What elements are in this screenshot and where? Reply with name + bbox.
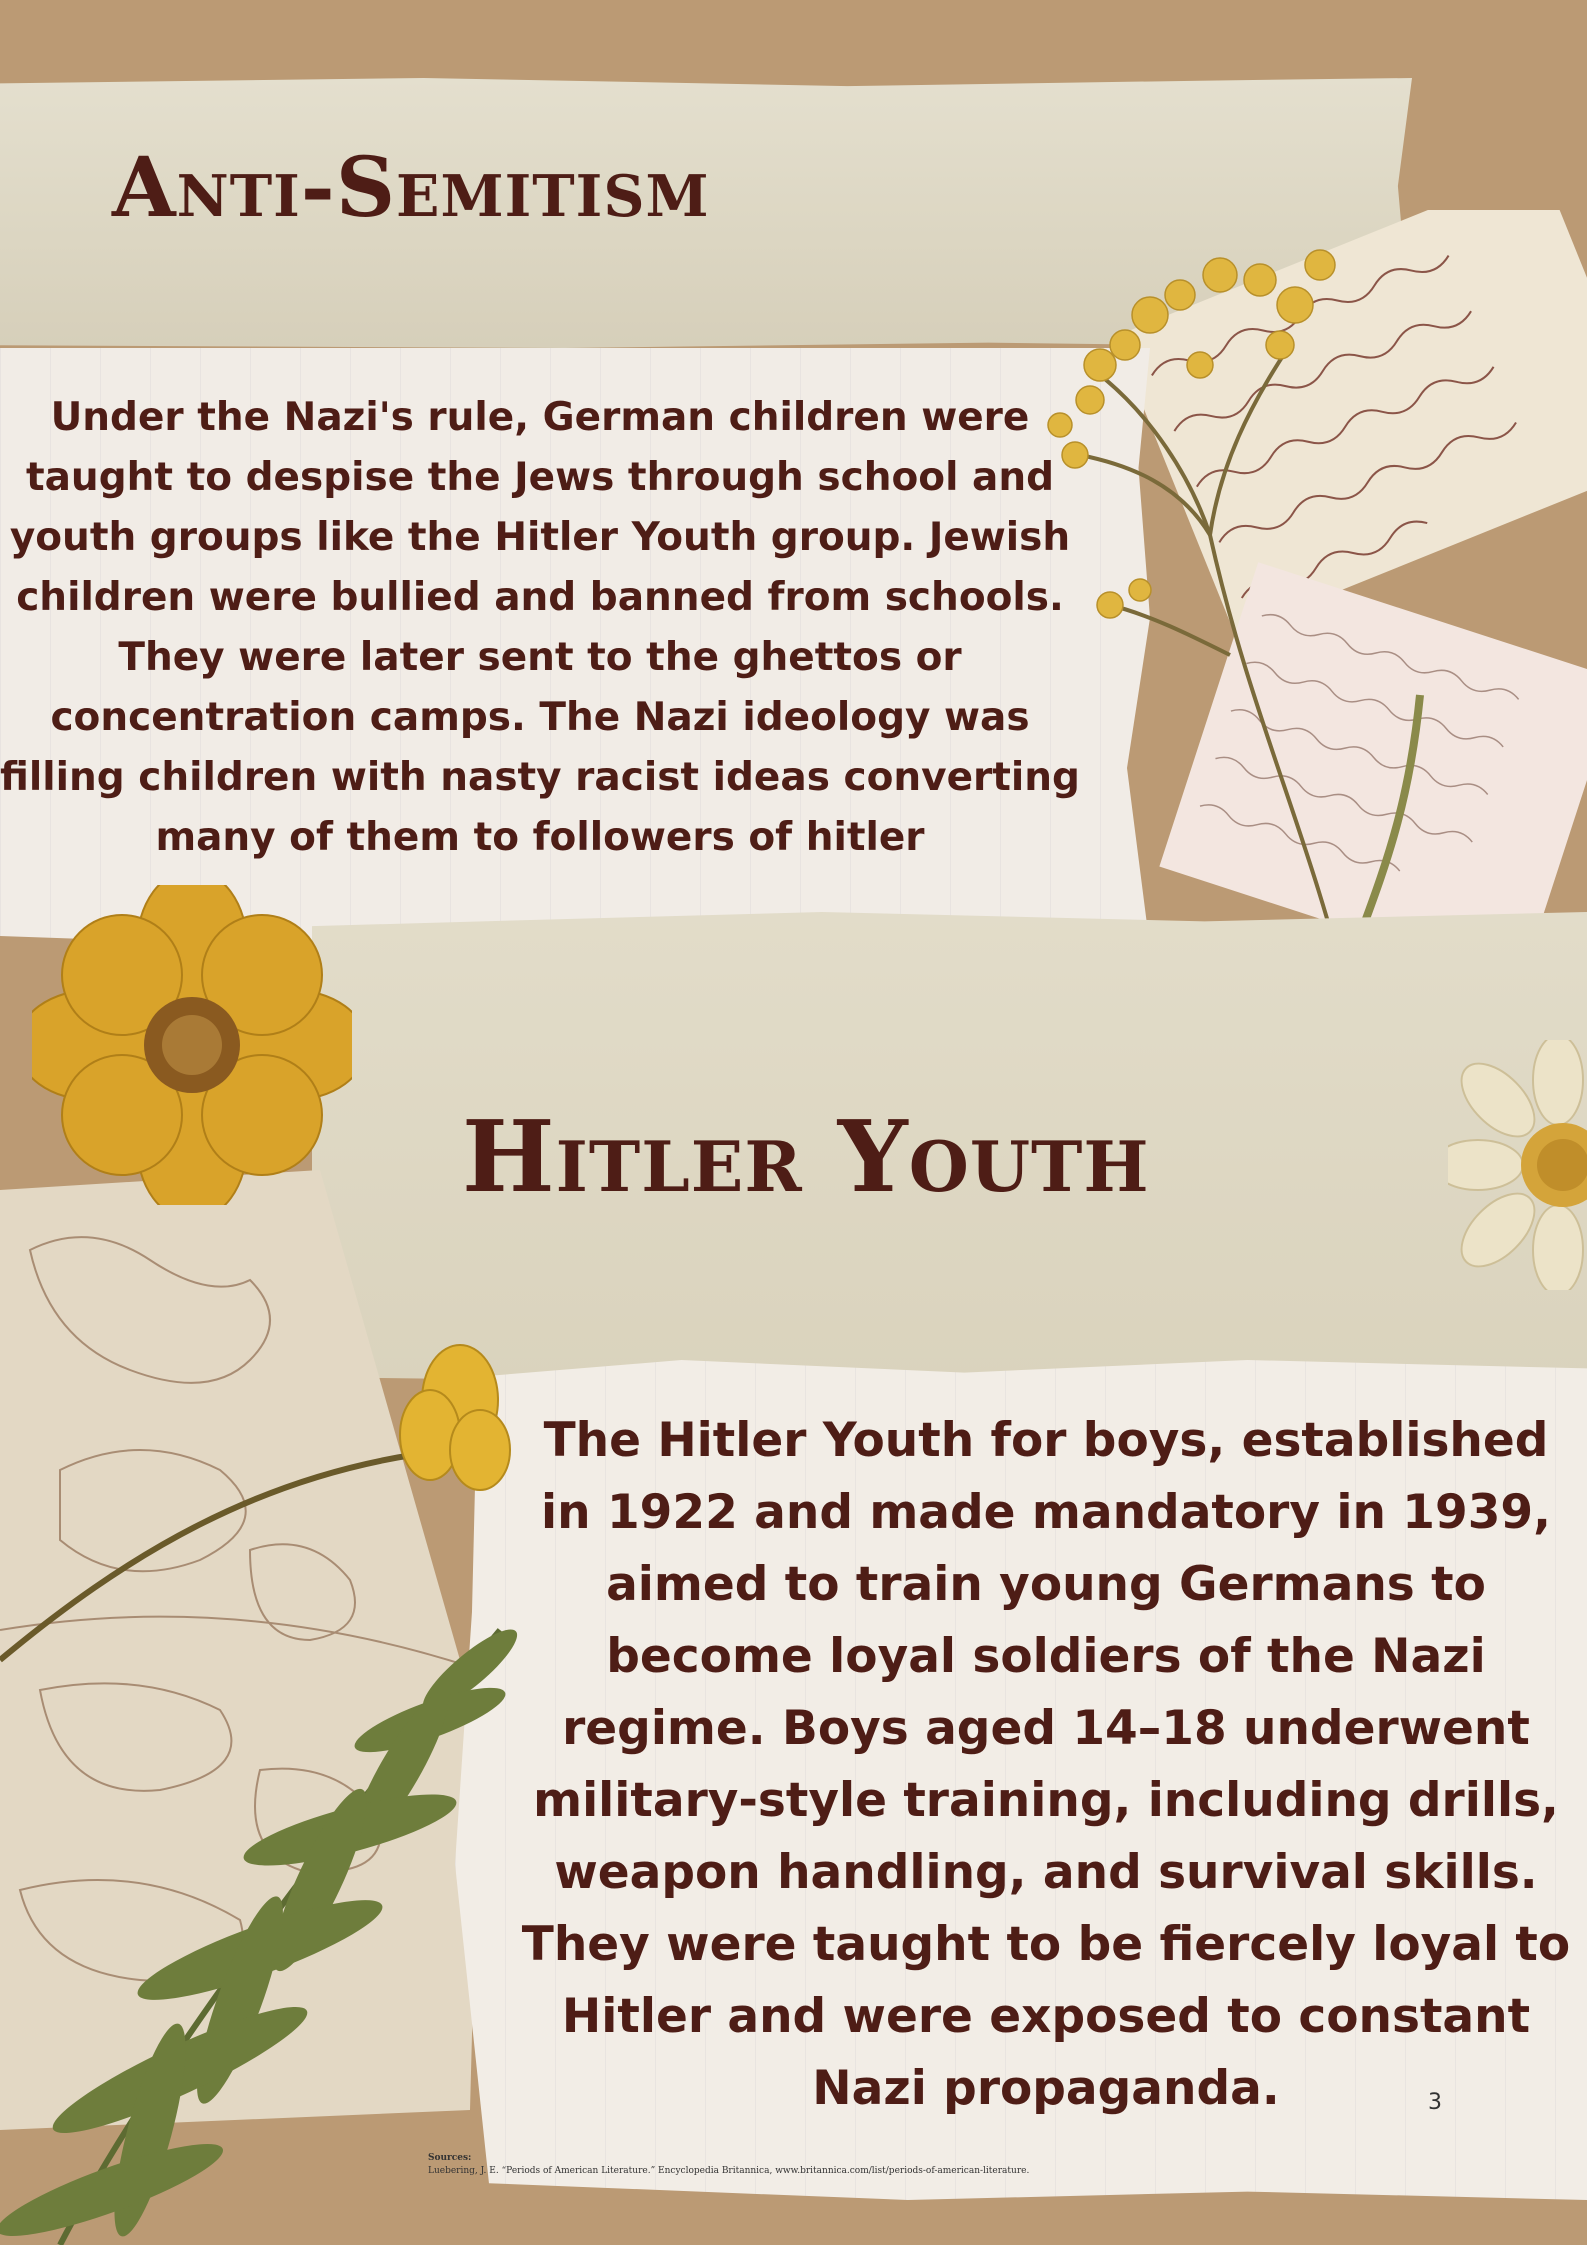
anti-semitism-text: Under the Nazi's rule, German children were taught to despise the Jews through school and youth groups like the Hitler Youth group. Jewish children were bullied and banned from schools. They were later sent to the ghettos or concentration camps. The Nazi ideology was filling children with nasty racist ideas converting many of them to followers of hitler	[0, 395, 1080, 860]
sources-citation: Luebering, J. E. “Periods of American Literature.” Encyclopedia Britannica, www.britannica.com/list/periods-of-american-literature.	[428, 2166, 1030, 2176]
sources-block	[428, 2152, 1228, 2178]
daisy-icon	[1448, 1040, 1587, 1290]
pressed-yellow-flower-icon	[1030, 235, 1430, 1015]
fern-leaf-icon	[0, 1610, 520, 2245]
sources-label: Sources:	[428, 2153, 472, 2163]
page-number: 3	[1428, 2090, 1442, 2115]
hitler-youth-text: The Hitler Youth for boys, established in 1922 and made mandatory in 1939, aimed to train young Germans to become loyal soldiers of the Nazi regime. Boys aged 14–18 underwent military-style training, including drills, weapon handling, and survival skills. They were taught to be fiercely loyal to Hitler and were exposed to constant Nazi propaganda.	[521, 1413, 1571, 2116]
yellow-cosmos-flower-icon	[32, 885, 352, 1205]
hitler-youth-title: Hitler Youth	[462, 1100, 1150, 1215]
anti-semitism-title: Anti-Semitism	[112, 140, 710, 236]
